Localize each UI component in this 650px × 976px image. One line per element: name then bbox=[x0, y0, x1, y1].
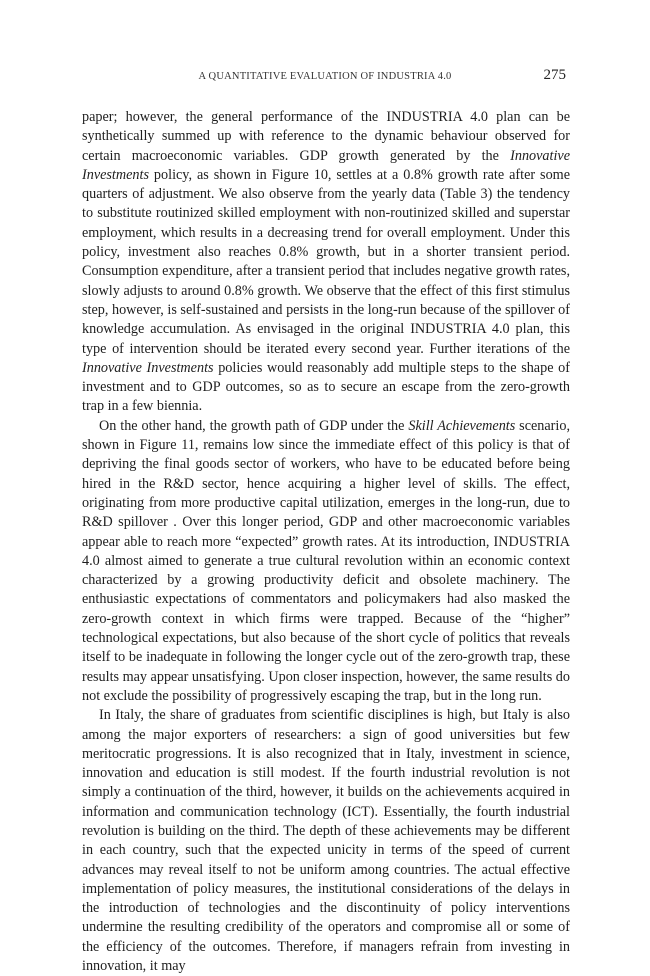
paragraph-2-italic-a: Skill Achievements bbox=[408, 417, 516, 434]
paragraph-2-text-b: scenario, shown in Figure 11, remains low since the immediate effect of this policy is that of depriving the final goods sector of workers, who have to be educated before being hired in the R&D sector, hence acquiring a higher level of skills. The effect, originating from more productive capital utilization, emerges in the long-run, due to R&D spillover . Over this longer period, GDP and other macroeconomic variables appear able to reach more “expected” growth rates. At its introduction, INDUSTRIA 4.0 almost aimed to generate a true cultural revolution within an economic context characterized by a growing productivity deficit and obsolete machinery. The enthusiastic expectations of commentators and policymakers had also masked the zero-growth context in which firms were trapped. Because of the “higher” technological expectations, but also because of the short cycle of politics that reveals itself to be inadequate in following the longer cycle out of the zero-growth trap, these results may appear unsatisfying. Upon closer inspection, however, the same results do not exclude the possibility of progressively escaping the trap, but in the long run. bbox=[82, 417, 570, 704]
body-text bbox=[82, 108, 570, 976]
paragraph-3 bbox=[82, 706, 570, 976]
paragraph-2-text-a: On the other hand, the growth path of GDP under the bbox=[99, 417, 409, 434]
paragraph-1-text-c: policies would reasonably add multiple steps to the shape of investment and to GDP outcomes, so as to secure an escape from the zero-growth trap in a few biennia. bbox=[82, 359, 570, 415]
running-title: A QUANTITATIVE EVALUATION OF INDUSTRIA 4.0 bbox=[198, 71, 452, 82]
paragraph-1-italic-b: Innovative Investments bbox=[82, 359, 214, 376]
paragraph-1 bbox=[82, 108, 570, 417]
paragraph-3-text-a: In Italy, the share of graduates from scientific disciplines is high, but Italy is also among the major exporters of researchers: a sign of good universities but few meritocratic progressions. It is also recognized that in Italy, investment in science, innovation and education is still modest. If the fourth industrial revolution is not simply a continuation of the third, however, it builds on the achievements acquired in information and communication technology (ICT). Essentially, the fourth industrial revolution is building on the third. The depth of these achievements may be different in each country, such that the expected unicity in terms of the speed of current advances may reveal itself to not be uniform among countries. The actual effective implementation of policy measures, the institutional considerations of the delays in the introduction of technologies and the discontinuity of policy interventions undermine the resulting credibility of the operators and compromise all or some of the efficiency of the outcomes. Therefore, if managers refrain from investing in innovation, it may bbox=[82, 707, 570, 975]
running-head bbox=[82, 68, 568, 88]
paragraph-2 bbox=[82, 417, 570, 706]
paragraph-1-text-b: policy, as shown in Figure 10, settles at a 0.8% growth rate after some quarters of adjustment. We also observe from the yearly data (Table 3) the tendency to substitute routinized skilled employment with non-routinized skilled and superstar employment, which results in a decreasing trend for overall employment. Under this policy, investment also reaches 0.8% growth, but in a shorter transient period. Consumption expenditure, after a transient period that includes negative growth rates, slowly adjusts to around 0.8% growth. We observe that the effect of this first stimulus step, however, is self-sustained and persists in the long-run because of the spillover of knowledge accumulation. As envisaged in the original INDUSTRIA 4.0 plan, this type of intervention should be iterated every second year. Further iterations of the bbox=[82, 166, 570, 357]
page-number: 275 bbox=[543, 67, 566, 83]
paragraph-1-text-a: paper; however, the general performance of the INDUSTRIA 4.0 plan can be synthetically summed up with reference to the dynamic behaviour observed for certain macroeconomic variables. GDP growth generated by the bbox=[82, 109, 570, 164]
paragraph-1-italic-a: Innovative Investments bbox=[82, 147, 570, 183]
